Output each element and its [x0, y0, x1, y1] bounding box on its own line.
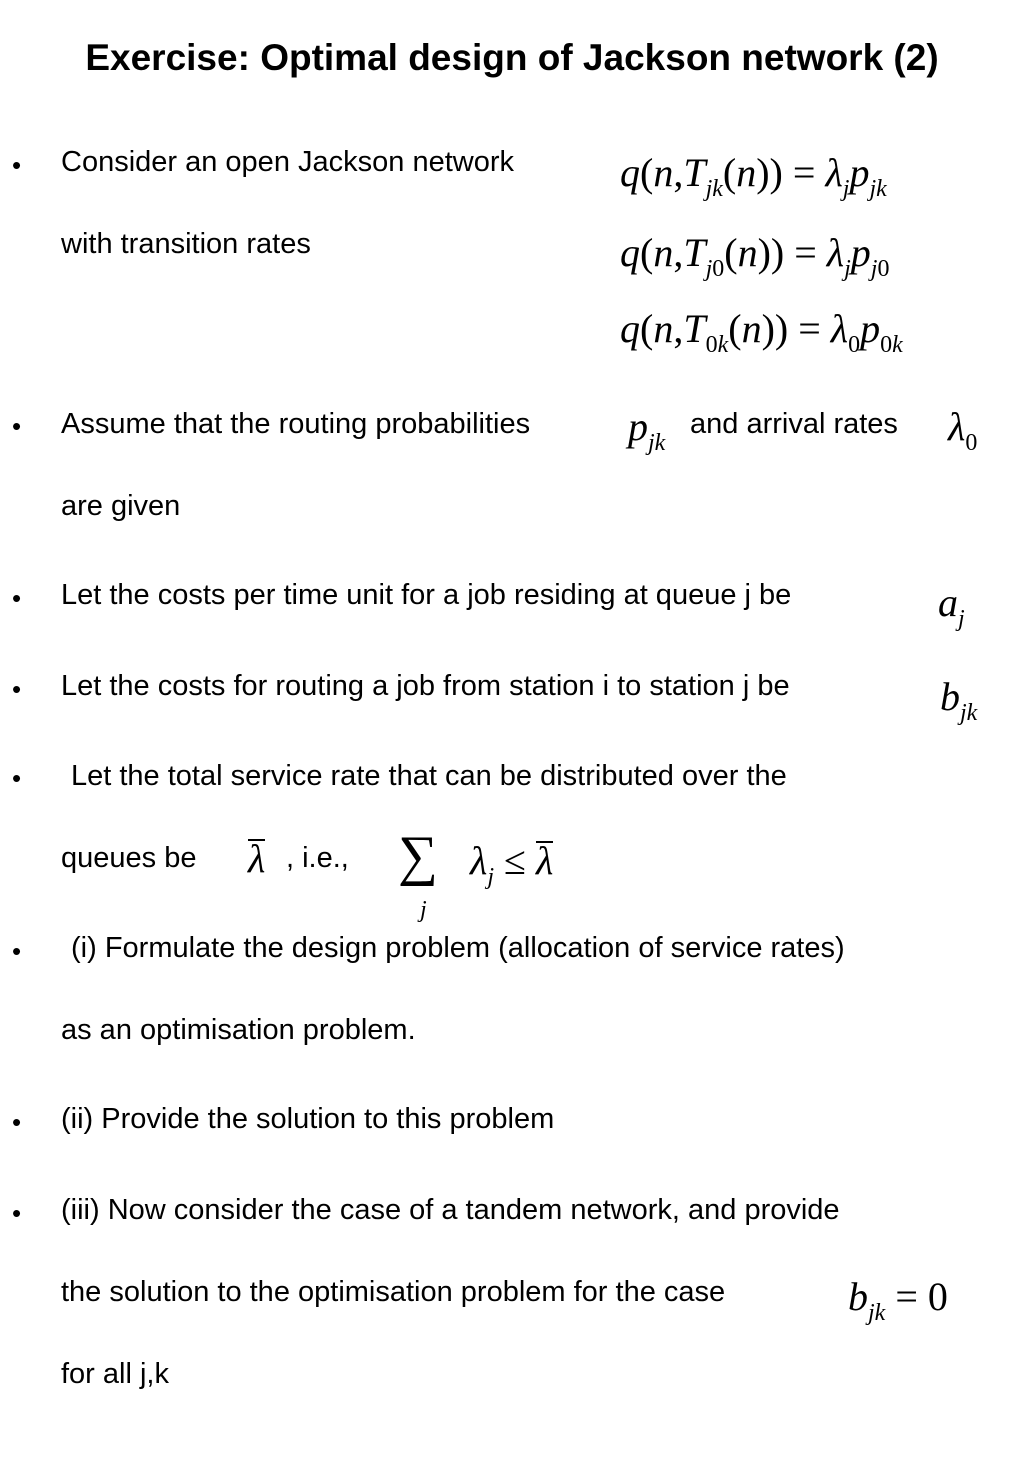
formula-summation-index: j — [420, 897, 427, 923]
formula-lambda-bar: λ — [248, 836, 266, 881]
bullet-5-line-2b: , i.e., — [286, 842, 349, 874]
formula-transition-rate-0k: $q(n,T_{0k}(n)) = \lambda_0p_{0k}$ — [620, 306, 903, 358]
bullet-marker: • — [12, 411, 22, 441]
formula-routing-cost-zero: $b_{jk} = 0$ — [848, 1274, 948, 1326]
bullet-6-line-1: (i) Formulate the design problem (allocation of service rates) — [71, 932, 845, 964]
page-title: Exercise: Optimal design of Jackson network (2) — [85, 37, 939, 78]
formula-holding-cost: $a_j$ — [938, 580, 965, 632]
bullet-4-line-1: Let the costs for routing a job from station i to station j be — [61, 670, 790, 702]
bullet-2-line-1b: and arrival rates — [690, 408, 898, 440]
bullet-3-line-1: Let the costs per time unit for a job residing at queue j be — [61, 579, 792, 611]
bullet-marker: • — [12, 763, 22, 793]
formula-transition-rate-jk: $q(n,T_{jk}(n)) = \lambda_jp_{jk}$ — [620, 150, 887, 202]
bullet-1-line-2: with transition rates — [61, 228, 311, 260]
bullet-8-line-2: the solution to the optimisation problem for the case — [61, 1276, 726, 1308]
bullet-marker: • — [12, 150, 22, 180]
formula-routing-cost: $b_{jk}$ — [940, 674, 978, 726]
formula-routing-probability: $p_{jk}$ — [628, 404, 666, 456]
bullet-marker: • — [12, 674, 22, 704]
bullet-marker: • — [12, 936, 22, 966]
bullet-5-line-1: Let the total service rate that can be distributed over the — [71, 760, 787, 792]
bullet-5-line-2: queues be — [61, 842, 197, 874]
bullet-2-line-2: are given — [61, 490, 181, 522]
formula-arrival-rate: $\lambda_0$ — [948, 404, 978, 456]
bullet-marker: • — [12, 1107, 22, 1137]
formula-transition-rate-j0: $q(n,T_{j0}(n)) = \lambda_jp_{j0}$ — [620, 230, 890, 282]
bullet-7-line-1: (ii) Provide the solution to this problem — [61, 1103, 555, 1135]
bullet-8-line-1: (iii) Now consider the case of a tandem network, and provide — [61, 1194, 840, 1226]
bullet-6-line-2: as an optimisation problem. — [61, 1014, 416, 1046]
formula-summation-sign: ∑ — [398, 825, 438, 887]
bullet-marker: • — [12, 1198, 22, 1228]
bullet-1-line-1: Consider an open Jackson network — [61, 146, 514, 178]
bullet-8-line-3: for all j,k — [61, 1358, 169, 1390]
bullet-2-line-1: Assume that the routing probabilities — [61, 408, 531, 440]
formula-service-rate-constraint: $\lambda_j \le \lambda$ — [470, 838, 554, 890]
bullet-marker: • — [12, 583, 22, 613]
